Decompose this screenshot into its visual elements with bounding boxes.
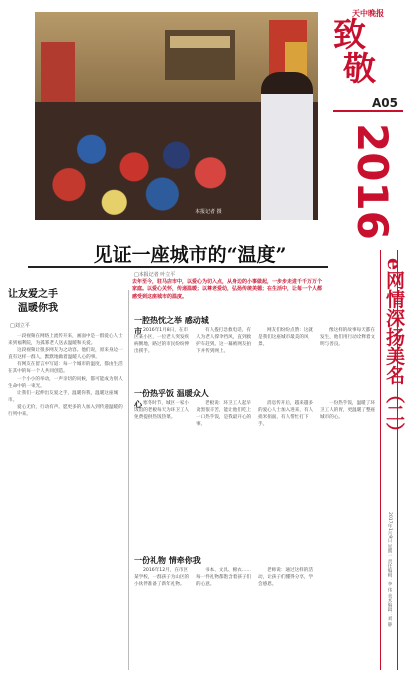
left-article — [8, 288, 126, 418]
masthead-divider — [333, 110, 403, 112]
photo-adult-figure — [261, 72, 313, 220]
main-byline: □本报记者 叶立平 — [134, 272, 176, 278]
photo-shelf-items — [170, 36, 230, 48]
section-heading: 一腔热忱之举 感动城市 — [134, 315, 209, 336]
left-paragraph: 有网友在留言中写道：每一个城市的温度，都由生活在其中的每一个人共同创造。 — [8, 362, 123, 375]
section-paragraph: 2016年1月8日，在市区某小区，一位老人突发疾病倒地，路过的市民纷纷伸出援手。 — [134, 328, 190, 355]
section-paragraph: 有人拨打急救电话，有人为老人撑伞挡风，直到救护车赶到。这一幕被网友拍下并传到网上。 — [196, 328, 252, 355]
section-heading: 一份热乎饭 温暖众人心 — [134, 388, 209, 409]
section-title — [333, 15, 403, 88]
left-article-byline: □刘立平 — [10, 323, 30, 329]
section-paragraph: 书本、文具、棉衣……每一件礼物都饱含着孩子们的心意。 — [196, 568, 252, 588]
intro-paragraph: 去年至今，驻马店市中，以爱心为切入点，从身边的小事做起，一步步走进千千万万个家庭。以爱心关怀，传递温暖；以尊老爱幼，弘扬传统美德；在生活中，让每一个人都感受到这座城市的温度。 — [132, 279, 323, 300]
left-paragraph: 一段视频在网络上流传开来，画面中是一群爱心人士来到福利院，为孤寡老人送去温暖和关爱。 — [8, 334, 123, 347]
paper-name: 天中晚报 — [352, 8, 384, 18]
section-paragraph: 2016年12月，在市区某学校，一群孩子为山区的小伙伴准备了新年礼物。 — [134, 568, 190, 588]
series-title: e网情深扬美名（二） — [383, 258, 405, 442]
section-paragraph: 消息传开后，越来越多的爱心人士加入进来，有人捐米捐面，有人帮忙打下手。 — [258, 401, 314, 428]
left-article-title-1: 让友爱之手 — [8, 289, 58, 300]
main-headline: 见证一座城市的“温度” — [93, 244, 287, 266]
headline-rule — [28, 266, 328, 268]
photo-red-door — [41, 42, 75, 102]
section-paragraph: 寒冬时节，城区一家小饭馆的老板每天为环卫工人免费提供热饭热菜。 — [134, 401, 190, 421]
section-paragraph: 老板说：环卫工人起早贪黑很辛苦，能让他们吃上一口热乎饭，是我最开心的事。 — [196, 401, 252, 428]
series-date-line: 2017年1月9日 星期一 责任编辑：李 伟 美术编辑：刘 静 — [387, 512, 392, 627]
page-number: A05 — [372, 96, 398, 110]
year-label: 2016 — [348, 122, 397, 240]
section-title-char-1: 致 — [333, 15, 366, 54]
section-paragraph: 一份热乎饭，温暖了环卫工人的胃，更温暖了整座城市的心。 — [320, 401, 376, 421]
section-paragraph: 像这样的故事每天都在发生，他们用行动诠释着文明与善良。 — [320, 328, 376, 348]
left-paragraph: 爱心无价，行动有声。愿更多的人加入到传递温暖的行列中来。 — [8, 404, 123, 418]
left-paragraph: 一个小小的举动，一声亲切的问候，都可能成为别人生命中的一束光。 — [8, 376, 123, 389]
left-paragraph: 这段视频让很多网友为之动容。他们说，原来身边一直有这样一群人，默默地做着温暖人心的事。 — [8, 348, 123, 361]
section-paragraph: 网友们纷纷点赞：这就是我们这座城市最美的风景。 — [258, 328, 313, 348]
left-article-title-2: 温暖你我 — [18, 303, 58, 314]
section-title-char-2: 敬 — [343, 49, 376, 88]
left-paragraph: 让我们一起伸出友爱之手，温暖你我，温暖这座城市。 — [8, 390, 119, 403]
news-photo — [35, 12, 318, 220]
section-paragraph: 老师说：通过这样的活动，让孩子们懂得分享，学会感恩。 — [258, 568, 314, 588]
photo-credit: 本报记者 摄 — [195, 209, 222, 215]
column-separator — [128, 290, 129, 670]
section-heading: 一份礼物 情牵你我 — [134, 555, 201, 565]
